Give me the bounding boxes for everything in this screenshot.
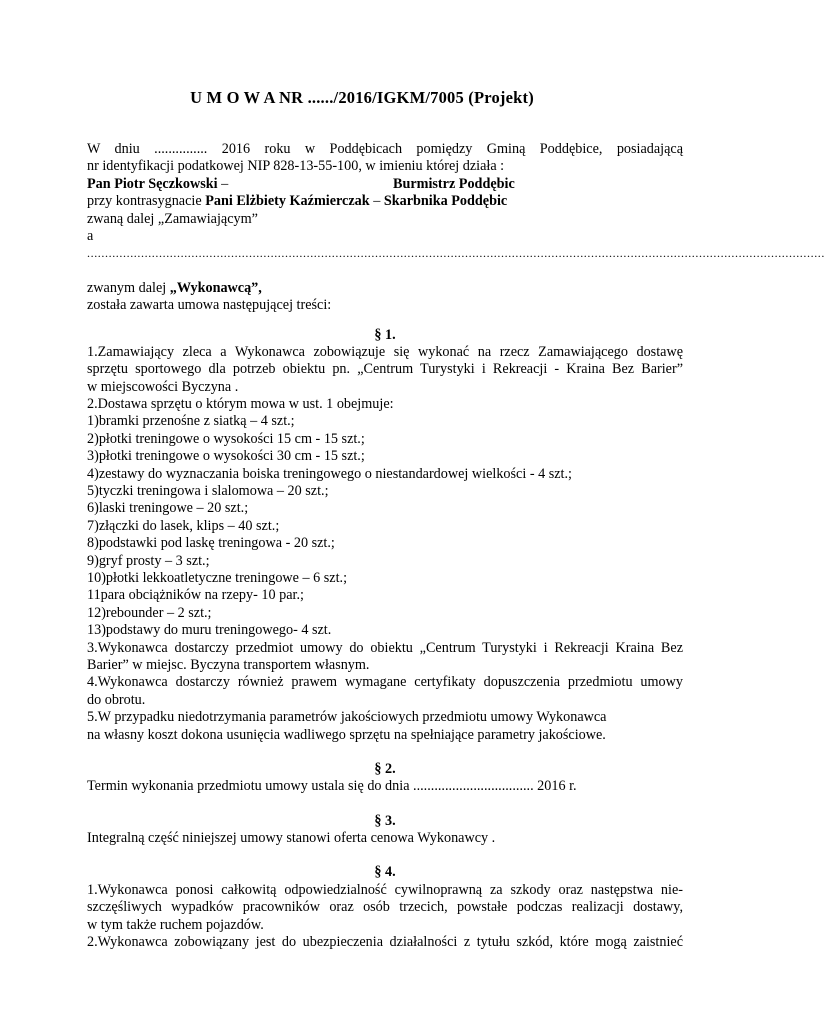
list-item: 6)laski treningowe – 20 szt.; (87, 500, 249, 517)
contractor-person-name: Pan Piotr Sęczkowski (87, 175, 218, 192)
intro-line-4 (87, 193, 683, 210)
s1-p2: 2.Dostawa sprzętu o którym mowa w ust. 1 obejmuje: (87, 396, 394, 413)
list-item: 1)bramki przenośne z siatką – 4 szt.; (87, 413, 295, 430)
treasurer-name: Pani Elżbiety Kaźmierczak (205, 193, 370, 210)
intro-line-3 (87, 176, 683, 193)
section-2-heading: § 2. (374, 760, 396, 777)
intro-line-5: zwaną dalej „Zamawiającym” (87, 210, 258, 227)
document-body (87, 141, 825, 951)
list-item: 12)rebounder – 2 szt.; (87, 604, 212, 621)
intro-line-6: a (87, 227, 94, 244)
document-title: U M O W A NR ....../2016/IGKM/7005 (Projekt) (190, 88, 534, 107)
dash: – (369, 193, 384, 210)
list-item: 2)płotki treningowe o wysokości 15 cm - 15 szt.; (87, 430, 365, 447)
s2-text: Termin wykonania przedmiotu umowy ustala się do dnia .................................. 2016 r. (87, 778, 577, 795)
list-item: 5)tyczki treningowa i slalomowa – 20 szt.; (87, 483, 329, 500)
s3-text: Integralną część niniejszej umowy stanowi oferta cenowa Wykonawcy . (87, 830, 496, 847)
s4-p1-line-1: 1.Wykonawca ponosi całkowitą odpowiedzialność cywilnoprawną za szkody oraz następstwa nie- (87, 881, 683, 898)
s4-p1-line-3: w tym także ruchem pojazdów. (87, 916, 264, 933)
s1-p4-line-2: do obrotu. (87, 691, 146, 708)
countersign-label: przy kontrasygnacie (87, 193, 206, 210)
list-item: 7)złączki do lasek, klips – 40 szt.; (87, 517, 280, 534)
section-1-heading: § 1. (374, 326, 396, 343)
contractor-term: „Wykonawcą”, (169, 279, 262, 296)
section-4-heading: § 4. (374, 864, 396, 881)
s1-p5-line-1: 5.W przypadku niedotrzymania parametrów jakościowych przedmiotu umowy Wykonawca (87, 709, 607, 726)
s1-p1-line-2: sprzętu sportowego dla potrzeb obiektu pn. „Centrum Turystyki i Rekreacji - Kraina Bez Barier” (87, 361, 683, 378)
s1-p3-line-1: 3.Wykonawca dostarczy przedmiot umowy do obiektu „Centrum Turystyki i Rekreacji Kraina Bez (87, 639, 683, 656)
list-item: 13)podstawy do muru treningowego- 4 szt. (87, 622, 332, 639)
contractor-dotted-line: ............................................................................................................................................................................................................. (87, 246, 825, 261)
intro-line-2: nr identyfikacji podatkowej NIP 828-13-55-100, w imieniu której działa : (87, 158, 505, 175)
list-item: 3)płotki treningowe o wysokości 30 cm - 15 szt.; (87, 448, 365, 465)
dash: – (217, 175, 229, 192)
s1-p5-line-2: na własny koszt dokona usunięcia wadliwego sprzętu na spełniające parametry jakościowe. (87, 726, 606, 743)
section-3-heading: § 3. (374, 812, 396, 829)
s1-p3-line-2: Barier” w miejsc. Byczyna transportem własnym. (87, 656, 370, 673)
intro-line-9: została zawarta umowa następującej treści: (87, 297, 332, 314)
intro-line-8 (87, 280, 683, 297)
contractor-person-role: Burmistrz Poddębic (393, 175, 515, 192)
list-item: 11para obciążników na rzepy- 10 par.; (87, 587, 304, 604)
treasurer-role: Skarbnika Poddębic (383, 193, 508, 210)
s4-p2-line-1: 2.Wykonawca zobowiązany jest do ubezpieczenia działalności z tytułu szkód, które mogą zaistnieć (87, 934, 683, 951)
s1-p4-line-1: 4.Wykonawca dostarczy również prawem wymagane certyfikaty dopuszczenia przedmiotu umowy (87, 674, 683, 691)
list-item: 8)podstawki pod laskę treningowa - 20 szt.; (87, 535, 335, 552)
list-item: 4)zestawy do wyznaczania boiska treningowego o niestandardowej wielkości - 4 szt.; (87, 465, 572, 482)
list-item: 9)gryf prosty – 3 szt.; (87, 552, 210, 569)
s4-p1-line-2: szczęśliwych wypadków pracowników oraz osób trzecich, powstałe podczas realizacji dostawy, (87, 899, 683, 916)
intro-line-1: W dniu ............... 2016 roku w Poddębicach pomiędzy Gminą Poddębice, posiadającą (87, 141, 683, 157)
called-label: zwanym dalej (87, 279, 170, 296)
s1-p1-line-3: w miejscowości Byczyna . (87, 378, 239, 395)
list-item: 10)płotki lekkoatletyczne treningowe – 6 szt.; (87, 569, 348, 586)
s1-p1-line-1: 1.Zamawiający zleca a Wykonawca zobowiązuje się wykonać na rzecz Zamawiającego dostawę (87, 343, 683, 360)
